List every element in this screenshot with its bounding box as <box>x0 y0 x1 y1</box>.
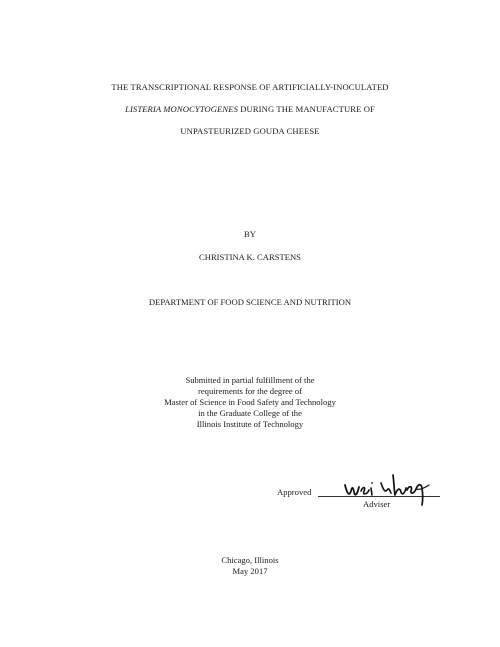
title-line-2-rest: DURING THE MANUFACTURE OF <box>237 104 375 114</box>
title-line-2 <box>0 104 500 115</box>
adviser-label: Adviser <box>363 499 391 509</box>
date-text: May 2017 <box>232 566 268 576</box>
submission-line-2: requirements for the degree of <box>197 386 303 396</box>
submission-line-1: Submitted in partial fulfillment of the <box>185 375 315 385</box>
approval-block <box>277 487 447 513</box>
by-label: BY <box>244 229 256 239</box>
approved-label: Approved <box>277 487 312 497</box>
title-organism-name: LISTERIA MONOCYTOGENES <box>125 104 238 114</box>
author-name: CHRISTINA K. CARSTENS <box>199 252 301 262</box>
title-line-3: UNPASTEURIZED GOUDA CHEESE <box>180 126 320 136</box>
place-text: Chicago, Illinois <box>221 555 279 565</box>
title-line-1: THE TRANSCRIPTIONAL RESPONSE OF ARTIFICIALLY-INOCULATED <box>111 82 389 92</box>
department-name: DEPARTMENT OF FOOD SCIENCE AND NUTRITION <box>148 297 352 307</box>
submission-line-4: in the Graduate College of the <box>198 408 302 418</box>
submission-line-3: Master of Science in Food Safety and Technology <box>164 397 336 407</box>
submission-line-5: Illinois Institute of Technology <box>196 419 304 429</box>
